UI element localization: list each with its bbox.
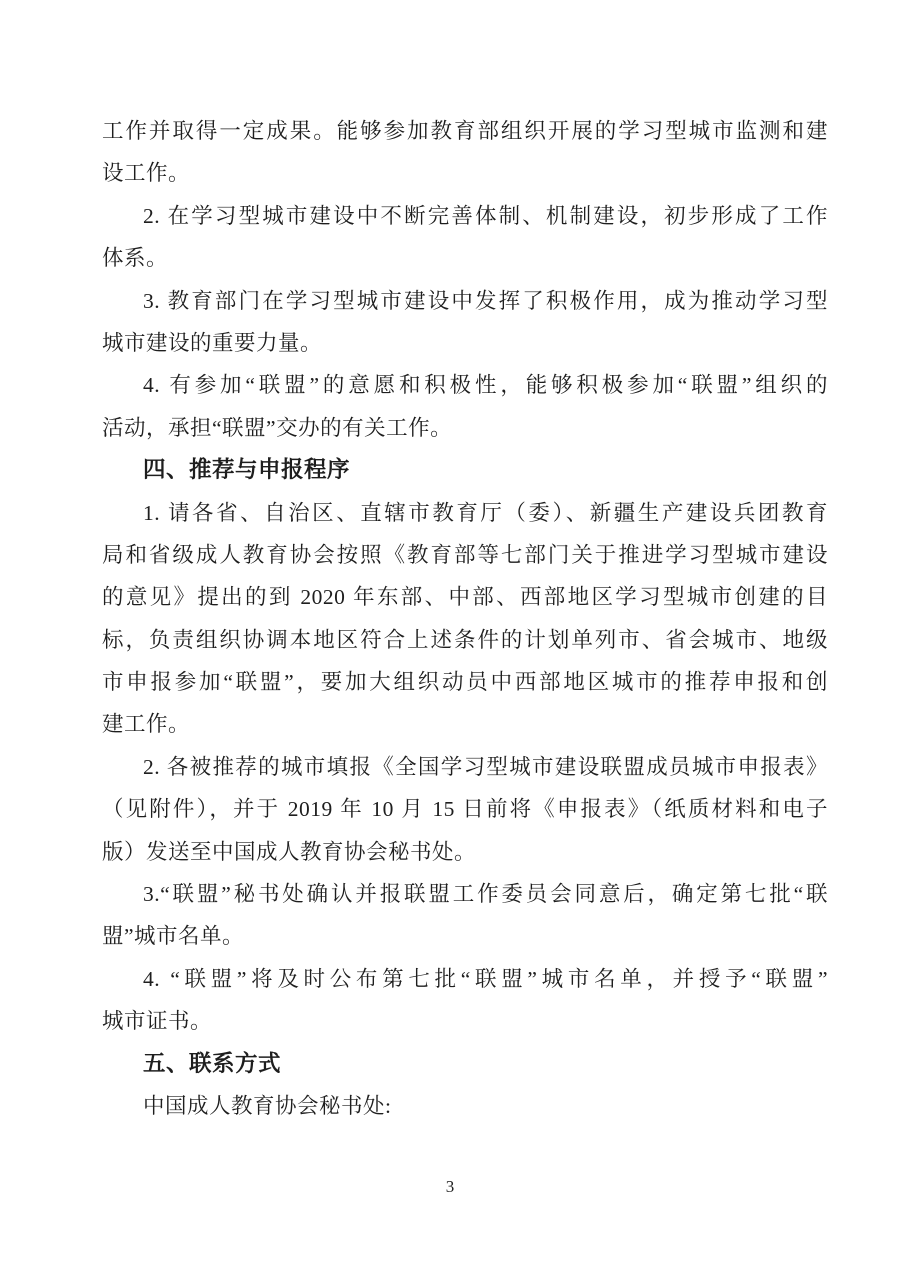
text-line: 版）发送至中国成人教育协会秘书处。 xyxy=(102,839,477,864)
text-line: 盟”城市名单。 xyxy=(102,924,245,949)
text-line: 体系。 xyxy=(102,246,169,271)
section-heading: 四、推荐与申报程序 xyxy=(143,457,351,483)
document-body xyxy=(102,110,828,1127)
text-line: 标，负责组织协调本地区符合上述条件的计划单列市、省会城市、地级 xyxy=(102,627,828,652)
text-line: 城市建设的重要力量。 xyxy=(102,330,323,355)
section-heading: 五、联系方式 xyxy=(143,1050,282,1076)
text-line: 中国成人教育协会秘书处: xyxy=(143,1093,392,1118)
text-line: 工作并取得一定成果。能够参加教育部组织开展的学习型城市监测和建 xyxy=(102,119,828,143)
text-line: 2. 各被推荐的城市填报《全国学习型城市建设联盟成员城市申报表》 xyxy=(143,754,828,779)
page-number: 3 xyxy=(445,1177,455,1196)
text-line: 城市证书。 xyxy=(102,1009,213,1034)
text-line: （见附件），并于 2019 年 10 月 15 日前将《申报表》（纸质材料和电子 xyxy=(102,797,828,822)
text-line: 3.“联盟”秘书处确认并报联盟工作委员会同意后，确定第七批“联 xyxy=(143,882,828,907)
text-line: 1. 请各省、自治区、直辖市教育厅（委）、新疆生产建设兵团教育 xyxy=(143,500,828,525)
text-line: 4. 有参加“联盟”的意愿和积极性，能够积极参加“联盟”组织的 xyxy=(143,373,828,398)
text-line: 4. “联盟”将及时公布第七批“联盟”城市名单，并授予“联盟” xyxy=(143,966,828,991)
text-line: 设工作。 xyxy=(102,161,191,186)
text-line: 局和省级成人教育协会按照《教育部等七部门关于推进学习型城市建设 xyxy=(102,542,828,567)
text-line: 建工作。 xyxy=(102,712,191,737)
text-line: 的意见》提出的到 2020 年东部、中部、西部地区学习型城市创建的目 xyxy=(102,585,828,610)
text-line: 2. 在学习型城市建设中不断完善体制、机制建设，初步形成了工作 xyxy=(143,203,828,228)
text-line: 活动，承担“联盟”交办的有关工作。 xyxy=(102,415,453,440)
text-line: 3. 教育部门在学习型城市建设中发挥了积极作用，成为推动学习型 xyxy=(143,288,828,313)
text-line: 市申报参加“联盟”，要加大组织动员中西部地区城市的推荐申报和创 xyxy=(102,670,828,695)
